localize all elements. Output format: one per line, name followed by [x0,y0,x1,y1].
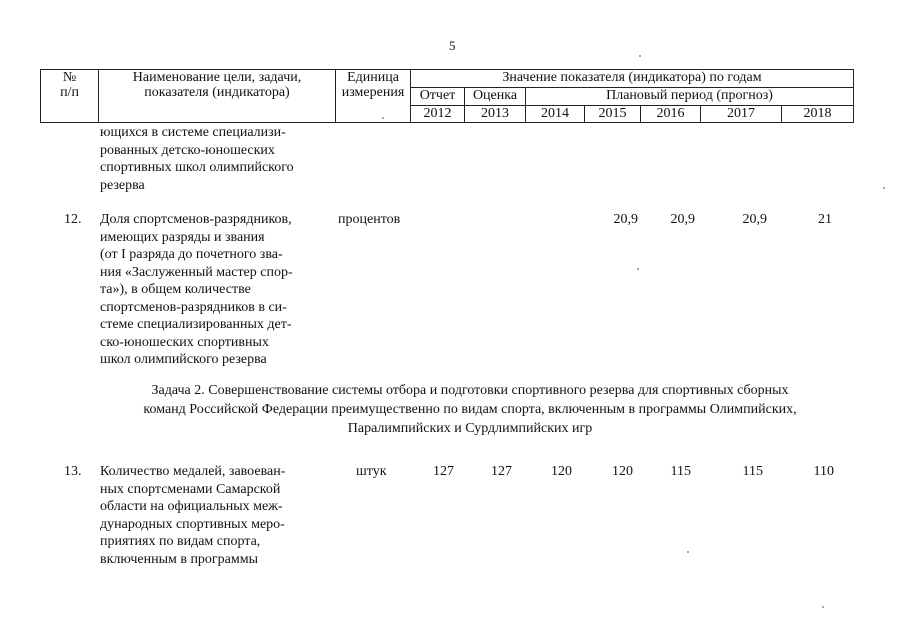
row13-unit: штук [356,464,387,479]
task2-line: Задача 2. Совершенствование системы отбора и подготовки спортивного резерва для спортивных сборных [151,383,789,398]
row13-name [100,463,311,568]
header-num-cell [41,70,99,123]
row12-name-line: школ олимпийского резерва [100,352,267,367]
scan-speck [637,268,639,270]
header-unit-line1: Единица [347,70,399,85]
header-name-cell [99,70,336,123]
header-year-2014: 2014 [526,106,585,123]
header-year-2018: 2018 [782,106,854,123]
header-year-2016: 2016 [641,106,701,123]
row12-name-line: ния «Заслуженный мастер спор- [100,264,293,280]
header-unit-line2: измерения [341,85,405,100]
row12-num: 12. [64,212,82,227]
header-estimate: Оценка [465,88,526,106]
scan-speck [822,606,824,608]
row12-name [100,211,327,369]
row13-name-line: приятиях по видам спорта, [100,534,261,549]
row12-name-line: (от I разряда до почетного зва- [100,247,283,262]
table-header [40,69,854,123]
scan-speck [883,187,885,189]
continuation-line: спортивных школ олимпийского [100,160,294,175]
row13-value-2012: 127 [433,464,454,479]
row12-name-line: спортсменов-разрядников в си- [100,299,287,315]
task2-line: Паралимпийских и Сурдлимпийских игр [347,421,593,436]
row13-num: 13. [64,464,82,479]
row13-value-2018: 110 [813,464,834,479]
row13-value-2015: 120 [612,464,633,479]
header-year-2017: 2017 [701,106,782,123]
row12-value-2016: 20,9 [670,212,695,227]
continuation-line: ющихся в системе специализи- [100,125,286,140]
row12-value-2015: 20,9 [613,212,638,227]
header-year-2012: 2012 [411,106,465,123]
row13-name-line: ных спортсменами Самарской [100,481,281,497]
header-report: Отчет [411,88,465,106]
header-plan-period: Плановый период (прогноз) [526,88,854,106]
row13-name-line: области на официальных меж- [100,499,283,514]
row12-name-line: стеме специализированных дет- [100,317,292,332]
row13-name-line: дународных спортивных меро- [100,516,285,532]
row13-name-line: Количество медалей, завоеван- [100,464,286,479]
continuation-line: рованных детско-юношеских [100,142,275,158]
row13-value-2014: 120 [551,464,572,479]
row12-name-line: ско-юношеских спортивных [100,334,269,350]
header-num: № [62,70,77,85]
row13-value-2016: 115 [670,464,691,479]
row12-name-line: Доля спортсменов-разрядников, [100,212,292,227]
row13-name-line: включенным в программы [100,551,259,567]
row12-unit: процентов [338,212,401,227]
scan-speck [382,117,384,119]
row13-value-2013: 127 [491,464,512,479]
page-number: 5 [449,38,456,53]
continuation-text [100,124,327,194]
row12-name-line: имеющих разряды и звания [100,229,265,245]
task2-heading [100,381,840,438]
header-name-line1: Наименование цели, задачи, [132,70,302,85]
row12-name-line: та»), в общем количестве [100,282,251,297]
continuation-line: резерва [100,177,145,193]
scan-speck [639,55,641,57]
header-num-sub: п/п [60,85,79,100]
header-values-title: Значение показателя (индикатора) по годам [411,70,854,88]
header-year-2015: 2015 [585,106,641,123]
scan-speck [687,551,689,553]
header-year-2013: 2013 [465,106,526,123]
row12-value-2018: 21 [818,212,832,227]
row13-value-2017: 115 [742,464,763,479]
row12-value-2017: 20,9 [742,212,767,227]
header-unit-cell [336,70,411,123]
header-name-line2: показателя (индикатора) [144,85,290,100]
task2-line: команд Российской Федерации преимущественно по видам спорта, включенным в программы Олимпийских, [143,402,797,417]
